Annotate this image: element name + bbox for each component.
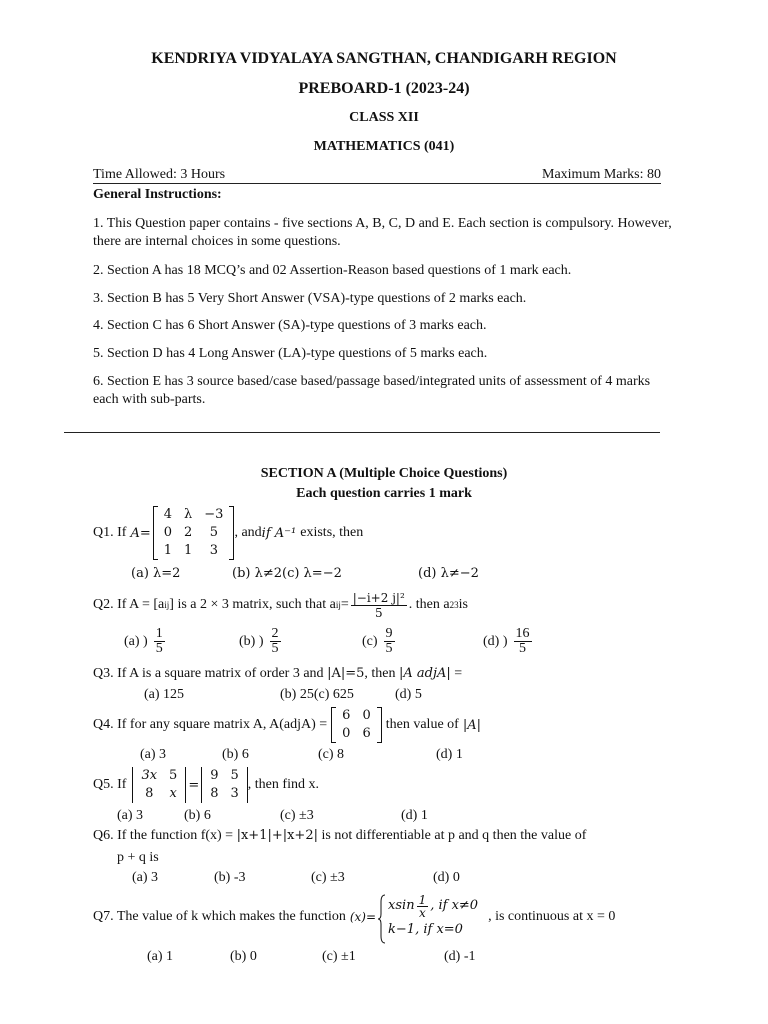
- matrix-cell: −3: [204, 507, 224, 522]
- q2-option-d[interactable]: [483, 627, 534, 656]
- matrix-cell: 5: [230, 768, 239, 783]
- q1-option-d[interactable]: (d) λ≠−2: [418, 566, 479, 581]
- time-allowed: Time Allowed: 3 Hours: [93, 167, 226, 182]
- q2-suffix2: is: [458, 597, 468, 612]
- q1-option-a[interactable]: (a) λ=2: [131, 566, 181, 581]
- q4-option-a[interactable]: (a) 3: [140, 747, 167, 762]
- question-3: [93, 666, 462, 682]
- q1-mid: , and: [234, 525, 262, 540]
- q6-text2: is not differentiable at p and q then the value of: [317, 828, 587, 843]
- q1-option-b-c[interactable]: (b) λ≠2(c) λ=−2: [232, 566, 342, 581]
- q7-case1-cond: , if x≠0: [430, 898, 479, 913]
- matrix-cell: 8: [210, 786, 219, 801]
- q1-prefix: Q1. If: [93, 525, 127, 540]
- q5-prefix: Q5. If: [93, 777, 127, 792]
- matrix-cell: 4: [163, 507, 172, 522]
- q5-determinant-right: [201, 767, 248, 803]
- q5-eq: =: [188, 777, 200, 793]
- exam-title: PREBOARD-1 (2023-24): [298, 80, 470, 97]
- q2-fraction: [351, 591, 407, 620]
- q2-sub-23: 23: [449, 600, 459, 610]
- q3-option-a[interactable]: (a) 125: [144, 687, 185, 702]
- q7-piecewise: [378, 894, 478, 941]
- option-label: (b) ): [239, 633, 264, 649]
- instruction-item: 2. Section A has 18 MCQ’s and 02 Assertion-Reason based questions of 1 mark each.: [93, 263, 572, 278]
- q7-fx: (x)=: [349, 910, 377, 924]
- instructions-heading: General Instructions:: [93, 187, 222, 202]
- curly-brace-icon: [378, 894, 386, 944]
- option-denominator: 5: [385, 641, 393, 656]
- q4-text1: Q4. If for any square matrix A, A(adjA) =: [93, 717, 328, 732]
- q5-determinant-left: [132, 767, 186, 803]
- matrix-cell: 9: [210, 768, 219, 783]
- q2-suffix: . then a: [408, 597, 450, 612]
- q2-option-a[interactable]: [124, 627, 167, 656]
- question-4: [93, 706, 481, 744]
- q7-cases: [388, 894, 478, 941]
- option-fraction: [154, 627, 165, 656]
- option-denominator: 5: [519, 641, 526, 656]
- q3-text1: Q3. If A is a square matrix of order 3 and: [93, 666, 324, 681]
- q1-matrix: [153, 506, 235, 560]
- q3-option-d[interactable]: (d) 5: [395, 687, 422, 702]
- q2-eq: =: [340, 597, 349, 612]
- q7-option-a[interactable]: (a) 1: [147, 949, 174, 964]
- q4-option-b[interactable]: (b) 6: [222, 747, 249, 762]
- q1-suffix: exists, then: [300, 525, 364, 540]
- instruction-item: 3. Section B has 5 Very Short Answer (VSA)-type questions of 2 marks each.: [93, 291, 527, 306]
- option-fraction: [384, 627, 395, 656]
- instruction-item: 1. This Question paper contains - five sections A, B, C, D and E. Each section is compulsory. However, there are internal choices in some questions.: [93, 216, 672, 249]
- matrix-cell: 0: [362, 708, 371, 723]
- q4-expr: |A|: [462, 717, 481, 733]
- q6-option-d[interactable]: (d) 0: [433, 870, 460, 885]
- option-fraction: [514, 627, 532, 656]
- section-a-title: SECTION A (Multiple Choice Questions): [260, 466, 508, 481]
- q2-sub-ij: ij: [164, 600, 170, 610]
- instruction-item: 4. Section C has 6 Short Answer (SA)-type questions of 3 marks each.: [93, 318, 487, 333]
- matrix-cell: x: [169, 786, 177, 801]
- q2-numerator: |−i+2 j|²: [352, 590, 405, 605]
- option-numerator: 9: [385, 626, 393, 641]
- matrix-cell: 3: [230, 786, 239, 801]
- option-label: (d) ): [483, 633, 508, 649]
- q7-option-c[interactable]: (c) ±1: [322, 949, 356, 964]
- q6-text3: p + q is: [117, 850, 159, 865]
- q5-suffix: , then find x.: [247, 777, 319, 792]
- option-numerator: 16: [515, 626, 530, 641]
- q1-condition: if A⁻¹: [261, 525, 297, 541]
- q7-case1-num: 1: [418, 892, 427, 907]
- q4-option-d[interactable]: (d) 1: [436, 747, 463, 762]
- q2-option-c[interactable]: [362, 627, 397, 656]
- q3-text2: , then: [364, 666, 396, 681]
- q7-text2: , is continuous at x = 0: [488, 909, 616, 924]
- q2-denominator: 5: [374, 605, 383, 620]
- q3-det: |A|=5: [327, 666, 365, 681]
- q2-prefix: Q2. If A = [a: [93, 597, 165, 612]
- option-numerator: 2: [271, 626, 279, 641]
- matrix-cell: 6: [342, 708, 351, 723]
- q7-case1-fraction: [417, 894, 429, 919]
- q7-case-2: k−1, if x=0: [388, 921, 463, 937]
- q7-case-1: [388, 894, 478, 919]
- max-marks: Maximum Marks: 80: [542, 167, 661, 182]
- q2-sub-ij2: ij: [335, 600, 341, 610]
- q7-option-b[interactable]: (b) 0: [230, 949, 257, 964]
- q6-option-a[interactable]: (a) 3: [132, 870, 159, 885]
- school-name: KENDRIYA VIDYALAYA SANGTHAN, CHANDIGARH REGION: [151, 50, 617, 67]
- q4-matrix: [331, 707, 382, 743]
- option-numerator: 1: [155, 626, 163, 641]
- q6-expr: |x+1|+|x+2|: [236, 828, 318, 843]
- section-divider: [64, 432, 660, 433]
- q5-option-a[interactable]: (a) 3: [117, 808, 144, 823]
- q7-text1: Q7. The value of k which makes the function: [93, 909, 346, 924]
- option-label: (a) ): [124, 633, 148, 649]
- q2-mid: ] is a 2 × 3 matrix, such that a: [169, 597, 336, 612]
- instruction-item: 6. Section E has 3 source based/case based/passage based/integrated units of assessment of 4 marks each with sub-parts.: [93, 374, 651, 407]
- matrix-cell: 0: [163, 525, 172, 540]
- q7-option-d[interactable]: (d) -1: [444, 949, 476, 964]
- matrix-cell: 5: [169, 768, 178, 783]
- q4-option-c[interactable]: (c) 8: [318, 747, 345, 762]
- matrix-cell: 3x: [141, 768, 158, 783]
- q6-text1: Q6. If the function f(x) =: [93, 828, 234, 843]
- q3-option-b-c[interactable]: (b) 25(c) 625: [280, 687, 354, 702]
- q5-option-d[interactable]: (d) 1: [401, 808, 428, 823]
- option-label: (c): [362, 633, 378, 649]
- q6-option-c[interactable]: (c) ±3: [311, 870, 345, 885]
- question-5: [93, 766, 319, 804]
- matrix-cell: 6: [362, 726, 371, 741]
- instruction-item: 5. Section D has 4 Long Answer (LA)-type questions of 5 marks each.: [93, 346, 488, 361]
- section-a-subtitle: Each question carries 1 mark: [296, 486, 472, 501]
- q4-text2: then value of: [385, 717, 459, 732]
- q1-lhs: A=: [130, 525, 151, 541]
- option-fraction: [270, 627, 281, 656]
- matrix-cell: 0: [342, 726, 351, 741]
- header-underline: [93, 183, 661, 184]
- question-2: [93, 588, 468, 622]
- matrix-cell: 1: [184, 543, 193, 558]
- q5-option-b[interactable]: (b) 6: [184, 808, 211, 823]
- q3-expr: |A adjA|: [398, 666, 451, 681]
- q7-case1-den: x: [419, 905, 426, 920]
- question-6: [93, 828, 586, 844]
- matrix-cell: 3: [209, 543, 218, 558]
- q7-case1-pre: xsin: [388, 898, 415, 913]
- q6-option-b[interactable]: (b) -3: [214, 870, 246, 885]
- question-7: [93, 890, 615, 944]
- matrix-cell: 1: [163, 543, 172, 558]
- q5-option-c[interactable]: (c) ±3: [280, 808, 314, 823]
- option-denominator: 5: [155, 641, 163, 656]
- q2-option-b[interactable]: [239, 627, 283, 656]
- question-1: [93, 506, 363, 560]
- option-denominator: 5: [271, 641, 279, 656]
- class-label: CLASS XII: [349, 110, 419, 125]
- subject-label: MATHEMATICS (041): [313, 139, 455, 154]
- matrix-cell: 2: [184, 525, 193, 540]
- matrix-cell: 8: [145, 786, 154, 801]
- matrix-cell: λ: [184, 507, 193, 522]
- q3-text3: =: [450, 666, 463, 681]
- matrix-cell: 5: [209, 525, 218, 540]
